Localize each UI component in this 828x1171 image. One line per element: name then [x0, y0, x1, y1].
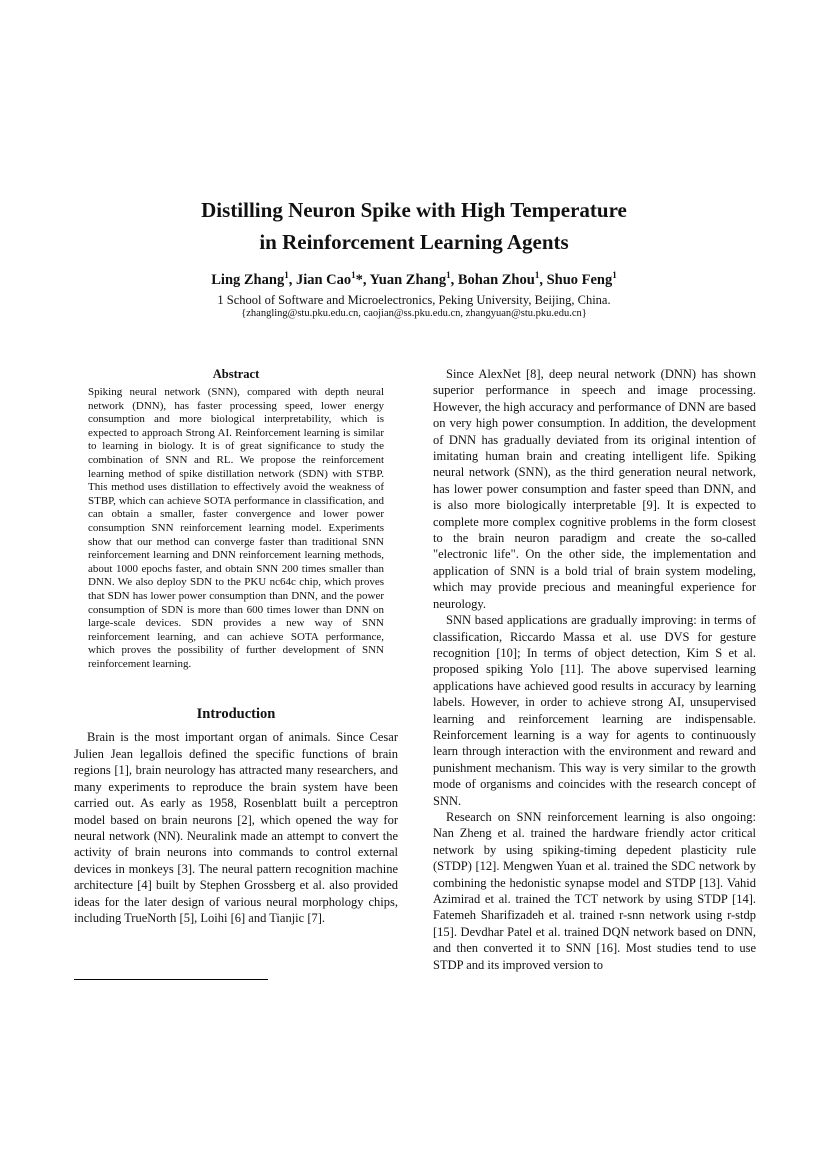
- author-emails: {zhangling@stu.pku.edu.cn, caojian@ss.pku.edu.cn, zhangyuan@stu.pku.edu.cn}: [241, 308, 587, 319]
- left-column: [74, 366, 398, 926]
- author: Jian Cao$^1$*,: [295, 270, 370, 288]
- footnote-rule: [74, 979, 268, 980]
- abstract-text: Spiking neural network (SNN), compared with depth neural network (DNN), has faster processing speed, lower energy consumption and more biological interpretability, which is expected to approach Strong AI. Reinforcement learning is similar to learning in biology. It is of great significance to study the combination of SNN and RL. We propose the reinforcement learning method of spike distillation network (SDN) with STBP. This method uses distillation to effectively avoid the weakness of STBP, which can achieve SOTA performance in classification, and can obtain a smaller, faster convergence and lower power consumption SNN reinforcement learning model. Experiments show that our method can converge faster than traditional SNN reinforcement learning and DNN reinforcement learning methods, about 1000 epochs faster, and obtain SNN 200 times smaller than DNN. We also deploy SDN to the PKU nc64c chip, which proves that SDN has lower power consumption than DNN, and the power consumption of SDN is more than 600 times lower than DNN on large-scale devices. SDN provides a new way of SNN reinforcement learning, and can achieve SOTA performance, which proves the possibility of further development of SNN reinforcement learning.: [88, 386, 384, 670]
- introduction-heading: Introduction: [196, 706, 276, 723]
- affiliation: 1 School of Software and Microelectronics, Peking University, Beijing, China.: [217, 293, 611, 307]
- author: Shuo Feng$^1$: [546, 270, 617, 288]
- paragraph: Since AlexNet [8], deep neural network (DNN) has shown superior performance in speech and image processing. However, the high accuracy and performance of DNN are based on very high power consumption. In addition, the development of DNN has gradually deviated from its original intention of imitating human brain and creating intelligent life. Spiking neural network (SNN), as the third generation neural network, has lower power consumption and faster speed than DNN, and is also more biologically interpretable [9]. It is expected to complete more complex cognitive problems in the form closest to the brain neuron paradigm and create the so-called "electronic life". On the other side, the implementation and application of SNN is a bold trial of brain system modeling, which may provide precious and meaningful experience for neurology.: [433, 367, 756, 611]
- paragraph: Brain is the most important organ of animals. Since Cesar Julien Jean legallois defined the specific functions of brain regions [1], brain neurology has attracted many researchers, and many experiments to reproduce the brain system have been carried out. As early as 1958, Rosenblatt built a perceptron model based on brain neurons [2], which opened the way for neural network (NN). Neuralink made an attempt to convert the activity of brain neurons into commands to control external devices in monkeys [3]. The neural pattern recognition machine architecture [4] built by Stephen Grossberg et al. also provided ideas for the later design of various neural morphology chips, including TrueNorth [5], Loihi [6] and Tianjic [7].: [74, 730, 398, 925]
- author-list: [0, 270, 828, 290]
- right-column: [433, 366, 756, 973]
- author: Ling Zhang$^1$,: [211, 270, 296, 288]
- title-line-2: in Reinforcement Learning Agents: [259, 230, 569, 254]
- abstract-heading: Abstract: [212, 367, 260, 381]
- paper-title: [0, 194, 828, 258]
- author: Bohan Zhou$^1$,: [457, 270, 547, 288]
- paragraph: Research on SNN reinforcement learning is also ongoing: Nan Zheng et al. trained the hardware friendly actor critical network by using spiking-timing depedent plasticity rule (STDP) [12]. Mengwen Yuan et al. trained the SDC network by combining the hedonistic synapse model and STDP [13]. Vahid Azimirad et al. trained the TCT network by using STDP [14]. Fatemeh Sharifizadeh et al. trained r-snn network using r-stdp [15]. Devdhar Patel et al. trained DQN network based on DNN, and then converted it to SNN [16]. Most studies tend to use STDP and its improved version to: [433, 809, 756, 972]
- author: Yuan Zhang$^1$,: [369, 270, 458, 288]
- paragraph: SNN based applications are gradually improving: in terms of classification, Riccardo Massa et al. use DVS for gesture recognition [10]; In terms of object detection, Kim S et al. proposed spiking Yolo [11]. The above supervised learning applications have achieved good results in accuracy by learning labels. However, in order to achieve strong AI, unsupervised learning and reinforcement learning are indispensable. Reinforcement learning is a way for agents to continuously learn through interaction with the environment and reward and punishment mechanism. This way is very similar to the growth mode of organisms and coincides with the research concept of SNN.: [433, 613, 756, 808]
- title-line-1: Distilling Neuron Spike with High Temperature: [201, 198, 627, 222]
